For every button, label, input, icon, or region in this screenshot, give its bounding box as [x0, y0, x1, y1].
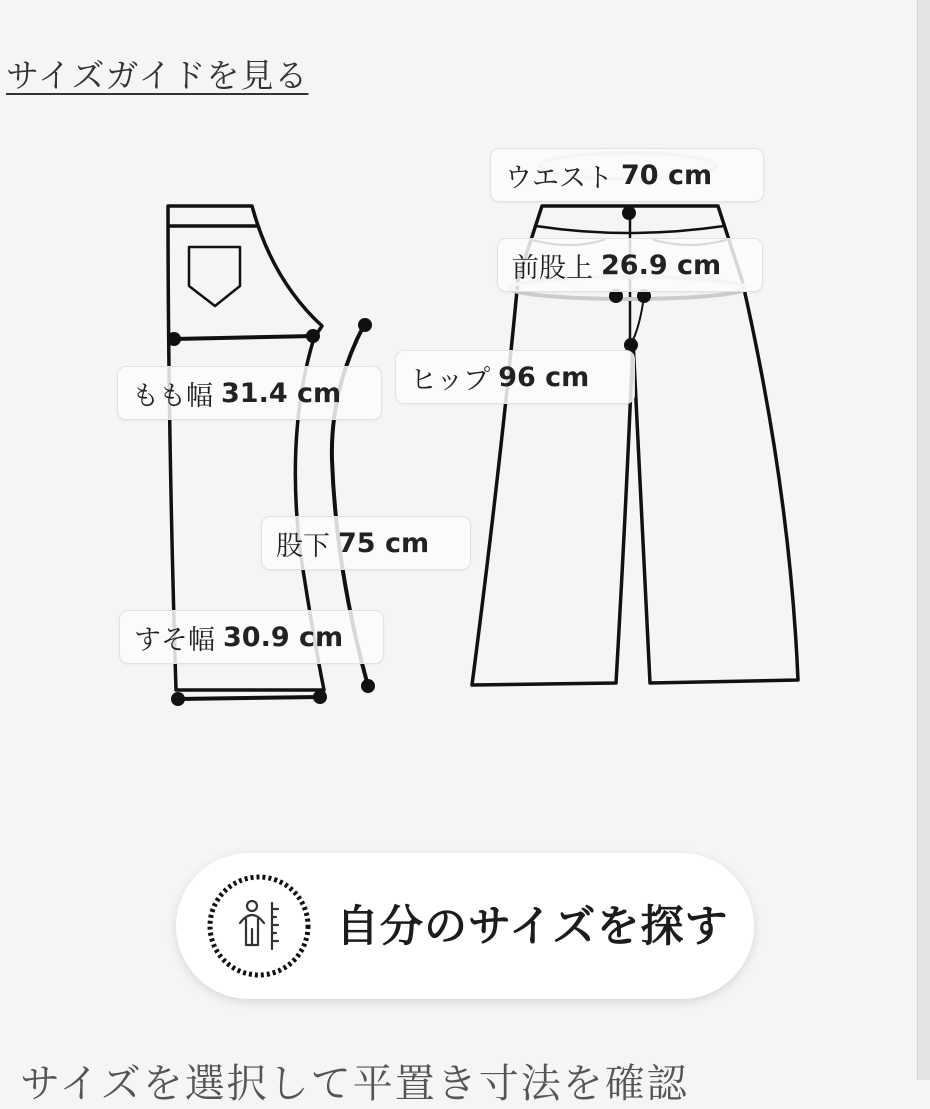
hem-width-value: 30.9 cm [223, 621, 344, 653]
size-guide-link[interactable]: サイズガイドを見る [6, 56, 309, 95]
back-pocket [189, 247, 240, 306]
front-rise-label-text: 前股上 [512, 252, 593, 284]
hip-label [395, 350, 635, 404]
waist-dot [622, 206, 636, 220]
hip-value: 96 cm [498, 361, 590, 393]
select-size-instruction: サイズを選択して平置き寸法を確認 [20, 1061, 689, 1107]
thigh-width-label-text: もも幅 [132, 380, 213, 412]
waist-label [490, 148, 764, 202]
hem-left-dot [171, 692, 185, 706]
hem-width-label-text: すそ幅 [134, 624, 215, 656]
front-rise-label [497, 238, 763, 292]
thigh-width-label [117, 366, 382, 420]
find-my-size-button[interactable] [176, 853, 754, 999]
hem-width-label [119, 610, 384, 664]
thigh-right-dot [306, 329, 320, 343]
body-measure-icon [206, 873, 312, 979]
thigh-left-dot [167, 332, 181, 346]
hem-width-line [178, 697, 320, 699]
thigh-width-value: 31.4 cm [221, 377, 342, 409]
inseam-top-dot [358, 318, 372, 332]
waist-value: 70 cm [621, 159, 713, 191]
waist-label-text: ウエスト [505, 162, 613, 194]
front-fly-curve [632, 296, 644, 342]
inseam-label-text: 股下 [276, 530, 330, 562]
pants-size-diagram [0, 130, 918, 750]
inseam-bottom-dot [361, 679, 375, 693]
hem-right-dot [313, 690, 327, 704]
scrollbar-track [917, 0, 930, 1080]
front-rise-value: 26.9 cm [601, 249, 722, 281]
inseam-value: 75 cm [338, 527, 430, 559]
hip-label-text: ヒップ [410, 364, 491, 396]
find-my-size-label: 自分のサイズを探す [336, 902, 729, 952]
thigh-width-line [174, 336, 314, 339]
inseam-label [261, 516, 471, 570]
